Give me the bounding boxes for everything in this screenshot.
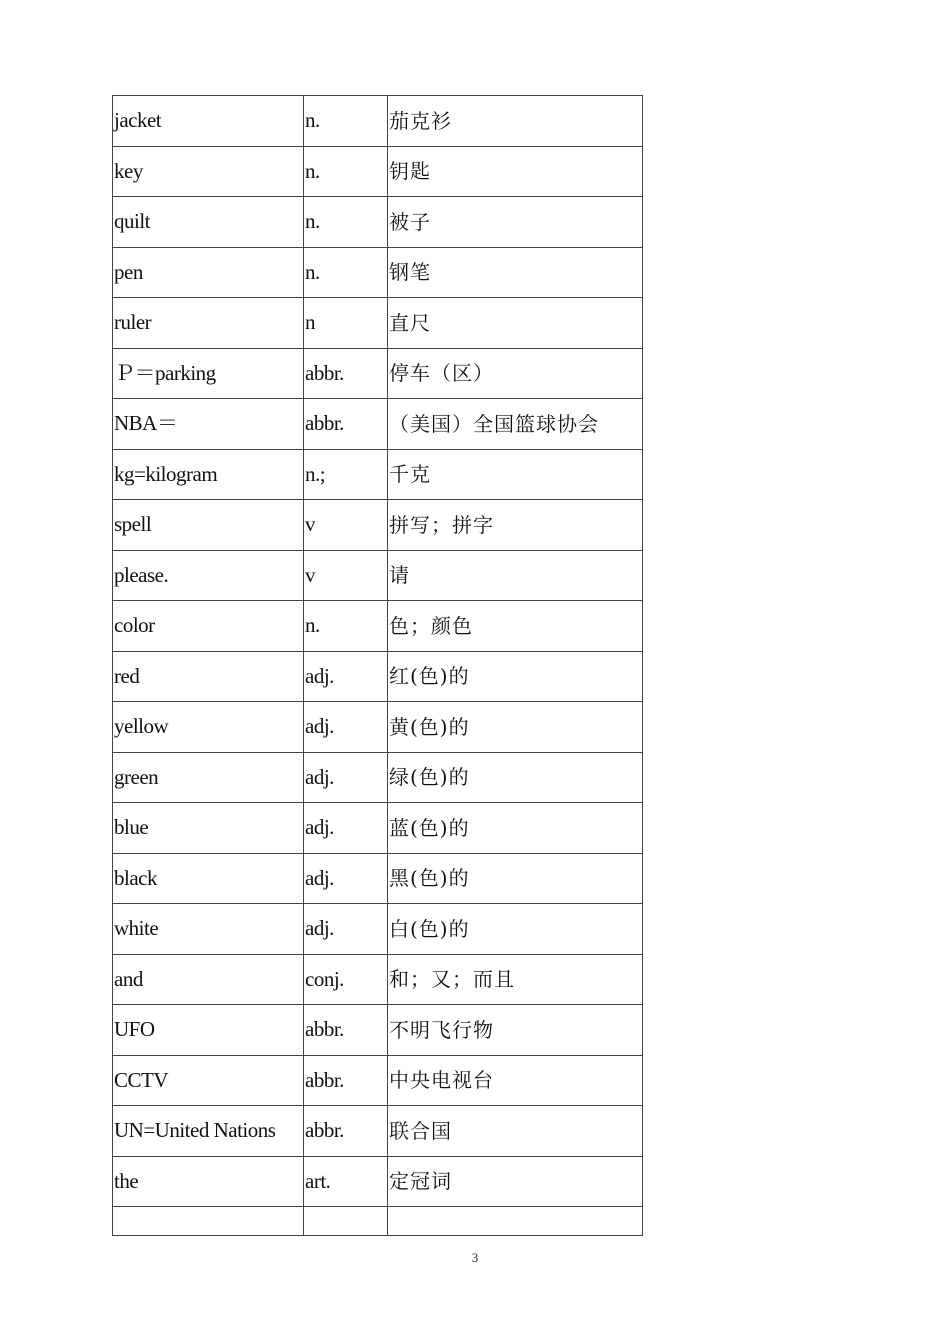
word-cell — [113, 1207, 304, 1236]
part-of-speech-cell: abbr. — [304, 1005, 388, 1056]
table-row — [113, 247, 643, 298]
vocabulary-table — [112, 95, 643, 1236]
word-cell: green — [113, 752, 304, 803]
part-of-speech-cell: n. — [304, 197, 388, 248]
word-cell: the — [113, 1156, 304, 1207]
part-of-speech-cell: abbr. — [304, 1106, 388, 1157]
meaning-cell: 色；颜色 — [388, 601, 643, 652]
table-row — [113, 1156, 643, 1207]
table-row — [113, 96, 643, 147]
part-of-speech-cell: adj. — [304, 904, 388, 955]
meaning-cell: 直尺 — [388, 298, 643, 349]
part-of-speech-cell: art. — [304, 1156, 388, 1207]
table-row — [113, 601, 643, 652]
meaning-cell: 绿(色)的 — [388, 752, 643, 803]
word-cell: blue — [113, 803, 304, 854]
part-of-speech-cell — [304, 1207, 388, 1236]
table-row-empty — [113, 1207, 643, 1236]
word-cell: key — [113, 146, 304, 197]
table-row — [113, 399, 643, 450]
word-cell: jacket — [113, 96, 304, 147]
word-cell: quilt — [113, 197, 304, 248]
part-of-speech-cell: n — [304, 298, 388, 349]
meaning-cell: 蓝(色)的 — [388, 803, 643, 854]
table-row — [113, 1106, 643, 1157]
meaning-cell: 黄(色)的 — [388, 702, 643, 753]
table-row — [113, 752, 643, 803]
part-of-speech-cell: n. — [304, 96, 388, 147]
word-cell: and — [113, 954, 304, 1005]
word-cell: please. — [113, 550, 304, 601]
table-row — [113, 803, 643, 854]
meaning-cell: 黑(色)的 — [388, 853, 643, 904]
part-of-speech-cell: n. — [304, 601, 388, 652]
word-cell: kg=kilogram — [113, 449, 304, 500]
part-of-speech-cell: n.; — [304, 449, 388, 500]
word-cell: Ｐ＝parking — [113, 348, 304, 399]
table-row — [113, 904, 643, 955]
meaning-cell: 钢笔 — [388, 247, 643, 298]
vocabulary-table-body — [113, 96, 643, 1236]
part-of-speech-cell: conj. — [304, 954, 388, 1005]
meaning-cell: 请 — [388, 550, 643, 601]
table-row — [113, 449, 643, 500]
word-cell: UN=United Nations — [113, 1106, 304, 1157]
table-row — [113, 146, 643, 197]
word-cell: NBA＝ — [113, 399, 304, 450]
word-cell: color — [113, 601, 304, 652]
meaning-cell: 定冠词 — [388, 1156, 643, 1207]
meaning-cell: 中央电视台 — [388, 1055, 643, 1106]
meaning-cell — [388, 1207, 643, 1236]
part-of-speech-cell: adj. — [304, 803, 388, 854]
word-cell: UFO — [113, 1005, 304, 1056]
meaning-cell: 不明飞行物 — [388, 1005, 643, 1056]
meaning-cell: 钥匙 — [388, 146, 643, 197]
meaning-cell: （美国）全国篮球协会 — [388, 399, 643, 450]
word-cell: yellow — [113, 702, 304, 753]
table-row — [113, 500, 643, 551]
part-of-speech-cell: adj. — [304, 752, 388, 803]
part-of-speech-cell: abbr. — [304, 348, 388, 399]
table-row — [113, 1005, 643, 1056]
part-of-speech-cell: n. — [304, 146, 388, 197]
table-row — [113, 651, 643, 702]
word-cell: pen — [113, 247, 304, 298]
word-cell: black — [113, 853, 304, 904]
table-row — [113, 298, 643, 349]
part-of-speech-cell: v — [304, 550, 388, 601]
part-of-speech-cell: abbr. — [304, 1055, 388, 1106]
word-cell: CCTV — [113, 1055, 304, 1106]
word-cell: ruler — [113, 298, 304, 349]
table-row — [113, 702, 643, 753]
meaning-cell: 停车（区） — [388, 348, 643, 399]
part-of-speech-cell: n. — [304, 247, 388, 298]
meaning-cell: 千克 — [388, 449, 643, 500]
part-of-speech-cell: abbr. — [304, 399, 388, 450]
table-row — [113, 1055, 643, 1106]
meaning-cell: 白(色)的 — [388, 904, 643, 955]
table-row — [113, 853, 643, 904]
table-row — [113, 954, 643, 1005]
word-cell: red — [113, 651, 304, 702]
word-cell: spell — [113, 500, 304, 551]
meaning-cell: 被子 — [388, 197, 643, 248]
part-of-speech-cell: v — [304, 500, 388, 551]
page-number: 3 — [471, 1250, 479, 1265]
part-of-speech-cell: adj. — [304, 651, 388, 702]
table-row — [113, 197, 643, 248]
meaning-cell: 红(色)的 — [388, 651, 643, 702]
meaning-cell: 拼写；拼字 — [388, 500, 643, 551]
meaning-cell: 联合国 — [388, 1106, 643, 1157]
table-row — [113, 348, 643, 399]
part-of-speech-cell: adj. — [304, 702, 388, 753]
word-cell: white — [113, 904, 304, 955]
part-of-speech-cell: adj. — [304, 853, 388, 904]
table-row — [113, 550, 643, 601]
meaning-cell: 茄克衫 — [388, 96, 643, 147]
meaning-cell: 和；又；而且 — [388, 954, 643, 1005]
